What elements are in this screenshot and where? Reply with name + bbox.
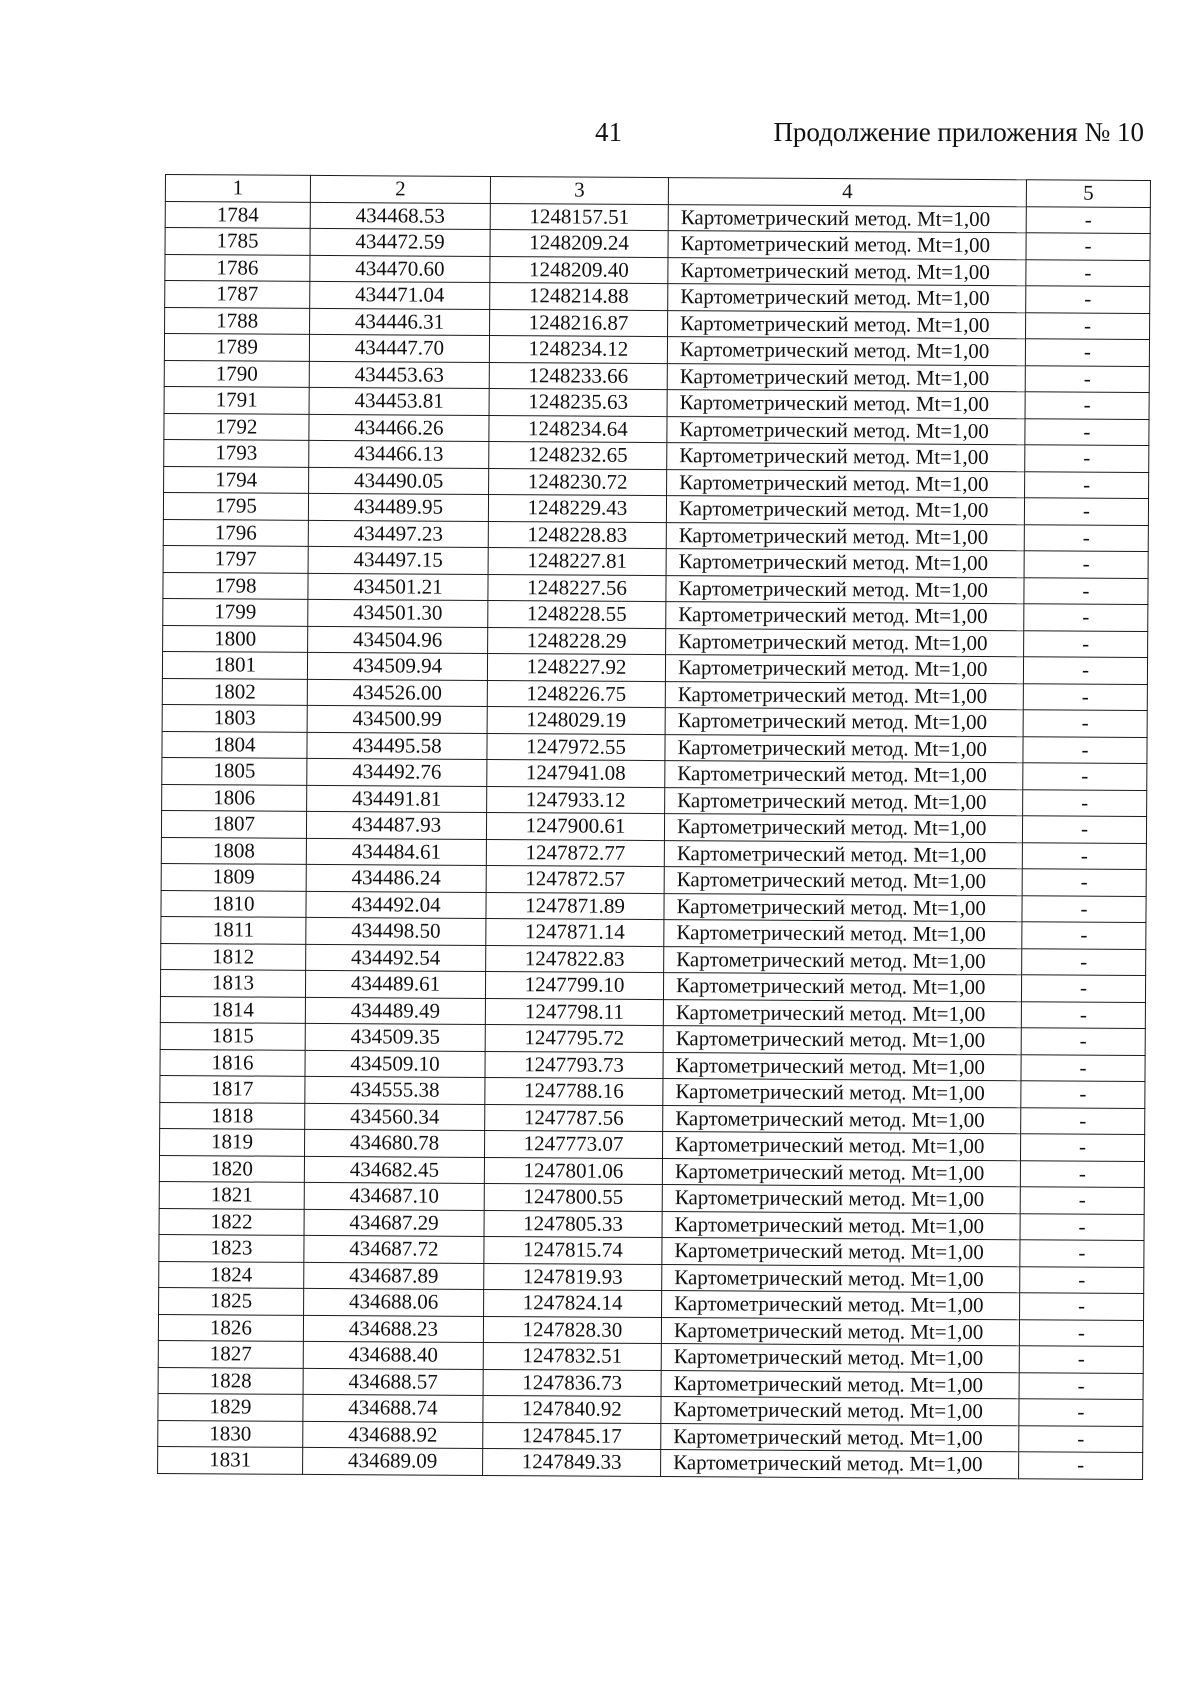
y-coordinate-cell: 1247828.30 — [483, 1316, 661, 1344]
y-coordinate-cell: 1248227.81 — [488, 547, 666, 575]
x-coordinate-cell: 434688.92 — [303, 1421, 483, 1449]
method-cell: Картометрический метод. Mt=1,00 — [662, 1185, 1020, 1214]
point-number-cell: 1796 — [163, 519, 308, 546]
point-number-cell: 1820 — [159, 1155, 304, 1182]
x-coordinate-cell: 434489.61 — [305, 970, 485, 998]
point-number-cell: 1831 — [158, 1446, 303, 1473]
x-coordinate-cell: 434491.81 — [307, 785, 487, 813]
point-number-cell: 1790 — [164, 360, 309, 387]
method-cell: Картометрический метод. Mt=1,00 — [666, 628, 1024, 657]
accuracy-cell: - — [1021, 1001, 1145, 1028]
accuracy-cell: - — [1022, 895, 1146, 922]
x-coordinate-cell: 434509.10 — [305, 1050, 485, 1078]
method-cell: Картометрический метод. Mt=1,00 — [667, 363, 1025, 392]
method-cell: Картометрический метод. Mt=1,00 — [662, 1291, 1020, 1320]
x-coordinate-cell: 434688.06 — [304, 1288, 484, 1316]
method-cell: Картометрический метод. Mt=1,00 — [662, 1238, 1020, 1267]
accuracy-cell: - — [1024, 498, 1148, 525]
point-number-cell: 1819 — [160, 1128, 305, 1155]
accuracy-cell: - — [1025, 418, 1149, 445]
method-cell: Картометрический метод. Mt=1,00 — [663, 1105, 1021, 1134]
method-cell: Картометрический метод. Mt=1,00 — [664, 867, 1022, 896]
coordinates-table — [157, 174, 1151, 1479]
x-coordinate-cell: 434689.09 — [303, 1447, 483, 1475]
accuracy-cell: - — [1023, 789, 1147, 816]
y-coordinate-cell: 1247795.72 — [485, 1024, 663, 1052]
y-coordinate-cell: 1248234.12 — [489, 335, 667, 363]
y-coordinate-cell: 1247824.14 — [484, 1289, 662, 1317]
accuracy-cell: - — [1021, 1028, 1145, 1055]
x-coordinate-cell: 434447.70 — [309, 334, 489, 362]
accuracy-cell: - — [1019, 1452, 1143, 1479]
method-cell: Картометрический метод. Mt=1,00 — [667, 390, 1025, 419]
y-coordinate-cell: 1247972.55 — [487, 733, 665, 761]
y-coordinate-cell: 1248228.83 — [488, 521, 666, 549]
method-cell: Картометрический метод. Mt=1,00 — [664, 814, 1022, 843]
point-number-cell: 1798 — [163, 572, 308, 599]
x-coordinate-cell: 434687.89 — [304, 1262, 484, 1290]
accuracy-cell: - — [1026, 206, 1150, 233]
point-number-cell: 1814 — [160, 996, 305, 1023]
page-number: 41 — [595, 117, 622, 147]
y-coordinate-cell: 1248234.64 — [489, 415, 667, 443]
x-coordinate-cell: 434509.94 — [307, 652, 487, 680]
point-number-cell: 1806 — [162, 784, 307, 811]
point-number-cell: 1816 — [160, 1049, 305, 1076]
accuracy-cell: - — [1022, 869, 1146, 896]
accuracy-cell: - — [1023, 657, 1147, 684]
method-cell: Картометрический метод. Mt=1,00 — [668, 204, 1026, 233]
point-number-cell: 1830 — [158, 1420, 303, 1447]
point-number-cell: 1813 — [160, 969, 305, 996]
point-number-cell: 1789 — [164, 334, 309, 361]
method-cell: Картометрический метод. Mt=1,00 — [666, 496, 1024, 525]
accuracy-cell: - — [1023, 710, 1147, 737]
point-number-cell: 1823 — [159, 1234, 304, 1261]
point-number-cell: 1815 — [160, 1022, 305, 1049]
x-coordinate-cell: 434466.13 — [309, 440, 489, 468]
method-cell: Картометрический метод. Mt=1,00 — [661, 1317, 1019, 1346]
accuracy-cell: - — [1019, 1399, 1143, 1426]
x-coordinate-cell: 434688.74 — [303, 1394, 483, 1422]
x-coordinate-cell: 434490.05 — [309, 467, 489, 495]
y-coordinate-cell: 1247871.14 — [486, 918, 664, 946]
method-cell: Картометрический метод. Mt=1,00 — [664, 946, 1022, 975]
point-number-cell: 1810 — [161, 890, 306, 917]
column-header-2: 2 — [310, 175, 490, 203]
method-cell: Картометрический метод. Mt=1,00 — [662, 1132, 1020, 1161]
x-coordinate-cell: 434492.54 — [306, 944, 486, 972]
y-coordinate-cell: 1247787.56 — [485, 1104, 663, 1132]
x-coordinate-cell: 434687.72 — [304, 1235, 484, 1263]
point-number-cell: 1829 — [158, 1393, 303, 1420]
x-coordinate-cell: 434471.04 — [310, 281, 490, 309]
y-coordinate-cell: 1248214.88 — [490, 282, 668, 310]
x-coordinate-cell: 434472.59 — [310, 228, 490, 256]
point-number-cell: 1818 — [160, 1102, 305, 1129]
x-coordinate-cell: 434526.00 — [307, 679, 487, 707]
y-coordinate-cell: 1248227.56 — [488, 574, 666, 602]
accuracy-cell: - — [1022, 816, 1146, 843]
method-cell: Картометрический метод. Mt=1,00 — [666, 549, 1024, 578]
x-coordinate-cell: 434680.78 — [305, 1129, 485, 1157]
accuracy-cell: - — [1023, 736, 1147, 763]
point-number-cell: 1824 — [159, 1261, 304, 1288]
x-coordinate-cell: 434466.26 — [309, 414, 489, 442]
y-coordinate-cell: 1247773.07 — [485, 1130, 663, 1158]
y-coordinate-cell: 1247788.16 — [485, 1077, 663, 1105]
method-cell: Картометрический метод. Mt=1,00 — [668, 284, 1026, 313]
y-coordinate-cell: 1247801.06 — [484, 1157, 662, 1185]
method-cell: Картометрический метод. Mt=1,00 — [661, 1397, 1019, 1426]
y-coordinate-cell: 1247836.73 — [483, 1369, 661, 1397]
point-number-cell: 1804 — [162, 731, 307, 758]
column-header-1: 1 — [165, 175, 310, 202]
y-coordinate-cell: 1247822.83 — [486, 945, 664, 973]
method-cell: Картометрический метод. Mt=1,00 — [668, 257, 1026, 286]
x-coordinate-cell: 434487.93 — [306, 811, 486, 839]
accuracy-cell: - — [1020, 1293, 1144, 1320]
y-coordinate-cell: 1248230.72 — [489, 468, 667, 496]
point-number-cell: 1826 — [158, 1314, 303, 1341]
method-cell: Картометрический метод. Mt=1,00 — [665, 708, 1023, 737]
table-row — [158, 1446, 1143, 1479]
y-coordinate-cell: 1247798.11 — [485, 998, 663, 1026]
x-coordinate-cell: 434484.61 — [306, 838, 486, 866]
x-coordinate-cell: 434509.35 — [305, 1023, 485, 1051]
method-cell: Картометрический метод. Mt=1,00 — [663, 1052, 1021, 1081]
x-coordinate-cell: 434682.45 — [304, 1156, 484, 1184]
method-cell: Картометрический метод. Mt=1,00 — [665, 787, 1023, 816]
accuracy-cell: - — [1022, 922, 1146, 949]
x-coordinate-cell: 434500.99 — [307, 705, 487, 733]
y-coordinate-cell: 1248216.87 — [490, 309, 668, 337]
method-cell: Картометрический метод. Mt=1,00 — [661, 1423, 1019, 1452]
point-number-cell: 1788 — [165, 307, 310, 334]
point-number-cell: 1805 — [162, 757, 307, 784]
column-header-5: 5 — [1026, 180, 1150, 207]
accuracy-cell: - — [1025, 445, 1149, 472]
accuracy-cell: - — [1024, 551, 1148, 578]
accuracy-cell: - — [1019, 1425, 1143, 1452]
y-coordinate-cell: 1247872.57 — [486, 865, 664, 893]
method-cell: Картометрический метод. Mt=1,00 — [664, 840, 1022, 869]
accuracy-cell: - — [1025, 471, 1149, 498]
point-number-cell: 1801 — [162, 651, 307, 678]
point-number-cell: 1817 — [160, 1075, 305, 1102]
accuracy-cell: - — [1026, 233, 1150, 260]
accuracy-cell: - — [1023, 763, 1147, 790]
y-coordinate-cell: 1247933.12 — [487, 786, 665, 814]
method-cell: Картометрический метод. Mt=1,00 — [663, 1026, 1021, 1055]
x-coordinate-cell: 434489.49 — [305, 997, 485, 1025]
accuracy-cell: - — [1025, 365, 1149, 392]
accuracy-cell: - — [1019, 1319, 1143, 1346]
y-coordinate-cell: 1247840.92 — [483, 1395, 661, 1423]
method-cell: Картометрический метод. Mt=1,00 — [661, 1344, 1019, 1373]
y-coordinate-cell: 1248228.55 — [488, 600, 666, 628]
method-cell: Картометрический метод. Mt=1,00 — [661, 1450, 1019, 1479]
point-number-cell: 1828 — [158, 1367, 303, 1394]
x-coordinate-cell: 434688.23 — [303, 1315, 483, 1343]
accuracy-cell: - — [1019, 1346, 1143, 1373]
accuracy-cell: - — [1022, 842, 1146, 869]
accuracy-cell: - — [1021, 1107, 1145, 1134]
point-number-cell: 1822 — [159, 1208, 304, 1235]
y-coordinate-cell: 1248229.43 — [488, 494, 666, 522]
accuracy-cell: - — [1020, 1134, 1144, 1161]
x-coordinate-cell: 434453.63 — [309, 361, 489, 389]
y-coordinate-cell: 1248232.65 — [489, 441, 667, 469]
accuracy-cell: - — [1022, 948, 1146, 975]
point-number-cell: 1811 — [161, 916, 306, 943]
y-coordinate-cell: 1247819.93 — [484, 1263, 662, 1291]
point-number-cell: 1793 — [164, 439, 309, 466]
y-coordinate-cell: 1247849.33 — [483, 1448, 661, 1476]
method-cell: Картометрический метод. Mt=1,00 — [667, 416, 1025, 445]
method-cell: Картометрический метод. Mt=1,00 — [664, 893, 1022, 922]
accuracy-cell: - — [1026, 286, 1150, 313]
y-coordinate-cell: 1247900.61 — [486, 812, 664, 840]
point-number-cell: 1802 — [162, 678, 307, 705]
method-cell: Картометрический метод. Mt=1,00 — [662, 1264, 1020, 1293]
method-cell: Картометрический метод. Mt=1,00 — [667, 469, 1025, 498]
accuracy-cell: - — [1020, 1240, 1144, 1267]
accuracy-cell: - — [1021, 1054, 1145, 1081]
method-cell: Картометрический метод. Mt=1,00 — [666, 575, 1024, 604]
x-coordinate-cell: 434560.34 — [305, 1103, 485, 1131]
method-cell: Картометрический метод. Mt=1,00 — [666, 522, 1024, 551]
x-coordinate-cell: 434687.10 — [304, 1182, 484, 1210]
accuracy-cell: - — [1020, 1187, 1144, 1214]
x-coordinate-cell: 434555.38 — [305, 1076, 485, 1104]
y-coordinate-cell: 1248227.92 — [487, 653, 665, 681]
accuracy-cell: - — [1019, 1372, 1143, 1399]
method-cell: Картометрический метод. Mt=1,00 — [661, 1370, 1019, 1399]
method-cell: Картометрический метод. Mt=1,00 — [663, 1079, 1021, 1108]
accuracy-cell: - — [1025, 392, 1149, 419]
y-coordinate-cell: 1248209.40 — [490, 256, 668, 284]
x-coordinate-cell: 434470.60 — [310, 255, 490, 283]
x-coordinate-cell: 434501.21 — [308, 573, 488, 601]
x-coordinate-cell: 434492.04 — [306, 891, 486, 919]
point-number-cell: 1800 — [163, 625, 308, 652]
x-coordinate-cell: 434688.57 — [303, 1368, 483, 1396]
x-coordinate-cell: 434468.53 — [310, 202, 490, 230]
y-coordinate-cell: 1247871.89 — [486, 892, 664, 920]
point-number-cell: 1812 — [161, 943, 306, 970]
y-coordinate-cell: 1247845.17 — [483, 1422, 661, 1450]
point-number-cell: 1825 — [159, 1287, 304, 1314]
column-header-3: 3 — [490, 176, 668, 204]
column-header-4: 4 — [668, 178, 1026, 207]
x-coordinate-cell: 434489.95 — [308, 493, 488, 521]
y-coordinate-cell: 1248209.24 — [490, 229, 668, 257]
method-cell: Картометрический метод. Mt=1,00 — [665, 655, 1023, 684]
x-coordinate-cell: 434504.96 — [308, 626, 488, 654]
accuracy-cell: - — [1026, 259, 1150, 286]
point-number-cell: 1791 — [164, 386, 309, 413]
y-coordinate-cell: 1248235.63 — [489, 388, 667, 416]
accuracy-cell: - — [1021, 1081, 1145, 1108]
point-number-cell: 1799 — [163, 598, 308, 625]
point-number-cell: 1794 — [164, 466, 309, 493]
accuracy-cell: - — [1020, 1266, 1144, 1293]
y-coordinate-cell: 1248029.19 — [487, 706, 665, 734]
point-number-cell: 1821 — [159, 1181, 304, 1208]
y-coordinate-cell: 1247793.73 — [485, 1051, 663, 1079]
accuracy-cell: - — [1026, 312, 1150, 339]
table-body — [158, 201, 1151, 1479]
x-coordinate-cell: 434492.76 — [307, 758, 487, 786]
y-coordinate-cell: 1248228.29 — [488, 627, 666, 655]
y-coordinate-cell: 1247805.33 — [484, 1210, 662, 1238]
method-cell: Картометрический метод. Mt=1,00 — [667, 443, 1025, 472]
appendix-title: Продолжение приложения № 10 — [773, 117, 1144, 147]
x-coordinate-cell: 434688.40 — [303, 1341, 483, 1369]
point-number-cell: 1787 — [165, 281, 310, 308]
accuracy-cell: - — [1025, 339, 1149, 366]
method-cell: Картометрический метод. Mt=1,00 — [664, 920, 1022, 949]
x-coordinate-cell: 434486.24 — [306, 864, 486, 892]
point-number-cell: 1809 — [161, 863, 306, 890]
point-number-cell: 1808 — [161, 837, 306, 864]
point-number-cell: 1807 — [161, 810, 306, 837]
point-number-cell: 1827 — [158, 1340, 303, 1367]
x-coordinate-cell: 434453.81 — [309, 387, 489, 415]
method-cell: Картометрический метод. Mt=1,00 — [663, 973, 1021, 1002]
page-header — [0, 112, 1200, 152]
x-coordinate-cell: 434687.29 — [304, 1209, 484, 1237]
point-number-cell: 1803 — [162, 704, 307, 731]
x-coordinate-cell: 434495.58 — [307, 732, 487, 760]
accuracy-cell: - — [1021, 975, 1145, 1002]
y-coordinate-cell: 1247941.08 — [487, 759, 665, 787]
y-coordinate-cell: 1248233.66 — [489, 362, 667, 390]
accuracy-cell: - — [1024, 604, 1148, 631]
method-cell: Картометрический метод. Mt=1,00 — [668, 231, 1026, 260]
x-coordinate-cell: 434497.15 — [308, 546, 488, 574]
point-number-cell: 1795 — [163, 492, 308, 519]
x-coordinate-cell: 434446.31 — [310, 308, 490, 336]
method-cell: Картометрический метод. Mt=1,00 — [666, 602, 1024, 631]
x-coordinate-cell: 434497.23 — [308, 520, 488, 548]
y-coordinate-cell: 1247815.74 — [484, 1236, 662, 1264]
method-cell: Картометрический метод. Mt=1,00 — [665, 681, 1023, 710]
y-coordinate-cell: 1247799.10 — [485, 971, 663, 999]
method-cell: Картометрический метод. Mt=1,00 — [668, 310, 1026, 339]
method-cell: Картометрический метод. Mt=1,00 — [665, 761, 1023, 790]
method-cell: Картометрический метод. Mt=1,00 — [663, 999, 1021, 1028]
point-number-cell: 1785 — [165, 228, 310, 255]
y-coordinate-cell: 1247832.51 — [483, 1342, 661, 1370]
y-coordinate-cell: 1247872.77 — [486, 839, 664, 867]
x-coordinate-cell: 434498.50 — [306, 917, 486, 945]
point-number-cell: 1792 — [164, 413, 309, 440]
method-cell: Картометрический метод. Mt=1,00 — [665, 734, 1023, 763]
accuracy-cell: - — [1023, 683, 1147, 710]
point-number-cell: 1786 — [165, 254, 310, 281]
y-coordinate-cell: 1248226.75 — [487, 680, 665, 708]
method-cell: Картометрический метод. Mt=1,00 — [662, 1211, 1020, 1240]
point-number-cell: 1797 — [163, 545, 308, 572]
accuracy-cell: - — [1024, 577, 1148, 604]
point-number-cell: 1784 — [165, 201, 310, 228]
accuracy-cell: - — [1020, 1160, 1144, 1187]
method-cell: Картометрический метод. Mt=1,00 — [667, 337, 1025, 366]
method-cell: Картометрический метод. Mt=1,00 — [662, 1158, 1020, 1187]
y-coordinate-cell: 1248157.51 — [490, 203, 668, 231]
accuracy-cell: - — [1024, 630, 1148, 657]
accuracy-cell: - — [1024, 524, 1148, 551]
x-coordinate-cell: 434501.30 — [308, 599, 488, 627]
accuracy-cell: - — [1020, 1213, 1144, 1240]
y-coordinate-cell: 1247800.55 — [484, 1183, 662, 1211]
